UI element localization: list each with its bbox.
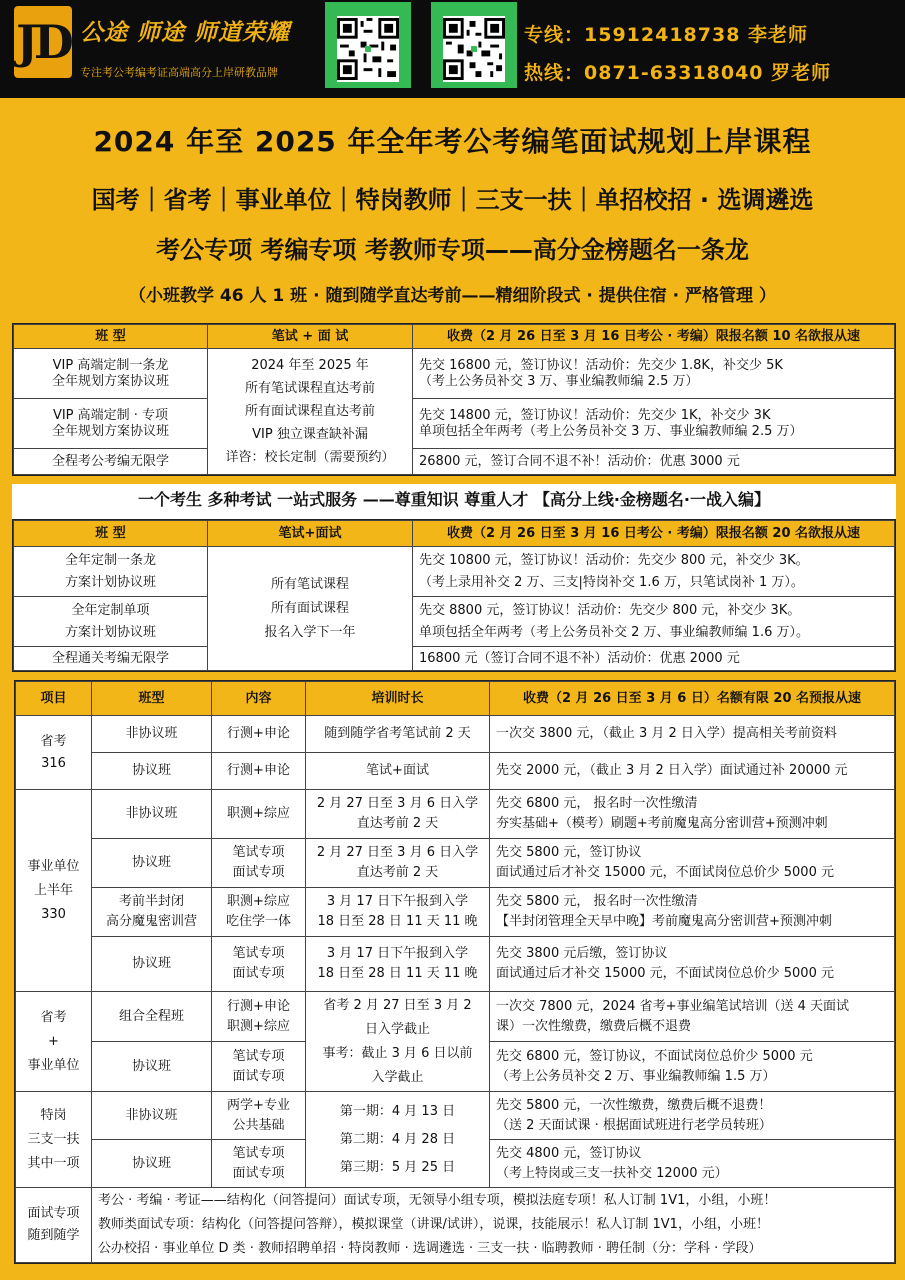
project-cell: 省考 + 事业单位 (16, 992, 92, 1092)
header-bar (0, 0, 905, 98)
fee-cell: 先交 3800 元后缴，签订协议 面试通过后才补交 15000 元，不面试岗位总价少 5000 元 (490, 937, 895, 992)
content-cell: 笔试专项 面试专项 (212, 937, 306, 992)
header-cell: 班 型 (14, 325, 208, 349)
duration-cell: 2 月 27 日至 3 月 6 日入学 直达考前 2 天 (306, 839, 490, 888)
class-note: （小班教学 46 人 1 班 · 随到随学直达考前——精细阶段式 · 提供住宿 · 严格管理 ） (129, 286, 776, 306)
class-type-cell: 协议班 (92, 937, 212, 992)
class-type-cell: 协议班 (92, 753, 212, 790)
table-header-row (14, 325, 895, 349)
class-type-cell: 全程通关考编无限学 (14, 647, 208, 671)
class-type-cell: 非协议班 (92, 716, 212, 753)
content-cell: 笔试专项 面试专项 (212, 1042, 306, 1092)
class-type-cell: 非协议班 (92, 790, 212, 839)
fee-cell: 先交 2000 元，（截止 3 月 2 日入学）面试通过补 20000 元 (490, 753, 895, 790)
fee-cell: 先交 16800 元，签订协议！活动价：先交少 1.8K，补交少 5K （考上公务员补交 3 万、事业编教师编 2.5 万） (413, 349, 895, 399)
table-row (16, 937, 895, 992)
brand-tagline: 专注考公考编考证高端高分上岸研教品牌 (80, 66, 278, 79)
content-cell: 职测+综应 (212, 790, 306, 839)
project-cell: 面试专项 随到随学 (16, 1188, 92, 1263)
qr-code-2[interactable] (431, 2, 517, 88)
table-row (14, 449, 895, 475)
class-type-cell: 非协议班 (92, 1092, 212, 1140)
table-row (16, 753, 895, 790)
tracks-line: 考公专项 考编专项 考教师专项——高分金榜题名一条龙 (156, 236, 749, 264)
table-row (16, 790, 895, 839)
content-cell: 行测+申论 (212, 716, 306, 753)
class-type-cell: 考前半封闭 高分魔鬼密训营 (92, 888, 212, 937)
header-cell: 内容 (212, 682, 306, 716)
header-cell: 笔试 + 面 试 (208, 325, 413, 349)
header-cell: 班 型 (14, 521, 208, 547)
table-row (14, 547, 895, 597)
hotline-primary: 专线：15912418738 李老师 (524, 24, 809, 46)
fee-cell: 先交 6800 元， 报名时一次性缴清 夯实基础+（模考）刷题+考前魔鬼高分密训营+预测冲刺 (490, 790, 895, 839)
class-type-cell: 全年定制单项 方案计划协议班 (14, 597, 208, 647)
fee-cell: 16800 元（签订合同不退不补）活动价：优惠 2000 元 (413, 647, 895, 671)
header-cell: 项目 (16, 682, 92, 716)
project-cell: 省考 316 (16, 716, 92, 790)
fee-cell: 先交 5800 元，签订协议 面试通过后才补交 15000 元，不面试岗位总价少 5000 元 (490, 839, 895, 888)
duration-cell: 随到随学省考笔试前 2 天 (306, 716, 490, 753)
header-cell: 班型 (92, 682, 212, 716)
header-cell: 笔试+面试 (208, 521, 413, 547)
table-header-row (16, 682, 895, 716)
table-header-row (14, 521, 895, 547)
fee-cell: 先交 8800 元，签订协议！活动价：先交少 800 元，补交少 3K。 单项包括全年两考（考上公务员补交 2 万、事业编教师编 1.6 万）。 (413, 597, 895, 647)
class-type-cell: VIP 高端定制 · 专项 全年规划方案协议班 (14, 399, 208, 449)
annual-pricing-table (12, 519, 896, 672)
fee-cell: 先交 4800 元，签订协议 （考上特岗或三支一扶补交 12000 元） (490, 1140, 895, 1188)
table-row (14, 647, 895, 671)
fee-cell: 26800 元，签订合同不退不补！活动价：优惠 3000 元 (413, 449, 895, 475)
content-cell: 笔试专项 面试专项 (212, 1140, 306, 1188)
project-cell: 事业单位 上半年 330 (16, 790, 92, 992)
class-type-cell: 协议班 (92, 839, 212, 888)
content-cell: 笔试专项 面试专项 (212, 839, 306, 888)
duration-cell: 笔试+面试 (306, 753, 490, 790)
fee-cell: 先交 5800 元，一次性缴费，缴费后概不退费！ （送 2 天面试课 · 根据面试班进行老学员转班） (490, 1092, 895, 1140)
exam-types-line: 国考｜省考｜事业单位｜特岗教师｜三支一扶｜单招校招 · 选调遴选 (91, 186, 814, 214)
header-cell: 收费（2 月 26 日至 3 月 16 日考公 · 考编）限报名额 10 名欲报从速 (413, 325, 895, 349)
header-cell: 收费（2 月 26 日至 3 月 6 日）名额有限 20 名预报从速 (490, 682, 895, 716)
content-cell: 行测+申论 职测+综应 (212, 992, 306, 1042)
table-row (16, 992, 895, 1042)
fee-cell: 一次交 7800 元，2024 省考+事业编笔试培训（送 4 天面试 课）一次性缴费，缴费后概不退费 (490, 992, 895, 1042)
fee-cell: 先交 14800 元，签订协议！活动价：先交少 1K，补交少 3K 单项包括全年两考（考上公务员补交 3 万、事业编教师编 2.5 万） (413, 399, 895, 449)
fee-cell: 先交 6800 元，签订协议，不面试岗位总价少 5000 元 （考上公务员补交 2 万、事业编教师编 1.5 万） (490, 1042, 895, 1092)
table-row (16, 1092, 895, 1140)
duration-cell: 第一期：4 月 13 日 第二期：4 月 28 日 第三期：5 月 25 日 (306, 1092, 490, 1188)
class-type-cell: 协议班 (92, 1140, 212, 1188)
qr-code-icon (443, 16, 505, 82)
class-type-cell: 全年定制一条龙 方案计划协议班 (14, 547, 208, 597)
table-row (16, 888, 895, 937)
brand-logo: JD (14, 6, 72, 78)
slogan-banner: 一个考生 多种考试 一站式服务 ——尊重知识 尊重人才 【高分上线·金榜题名·一战入编】 (12, 484, 896, 520)
table-row (14, 399, 895, 449)
exam-course-table (14, 680, 896, 1264)
vip-pricing-table (12, 323, 896, 476)
class-type-cell: 全程考公考编无限学 (14, 449, 208, 475)
qr-code-1[interactable] (325, 2, 411, 88)
fee-cell: 先交 5800 元， 报名时一次性缴清 【半封闭管理全天早中晚】考前魔鬼高分密训营+预测冲刺 (490, 888, 895, 937)
content-cell: 两学+专业 公共基础 (212, 1092, 306, 1140)
duration-cell: 3 月 17 日下午报到入学 18 日至 28 日 11 天 11 晚 (306, 937, 490, 992)
fee-cell: 先交 10800 元，签订协议！活动价：先交少 800 元，补交少 3K。 （考上录用补交 2 万、三支|特岗补交 1.6 万，只笔试岗补 1 万）。 (413, 547, 895, 597)
duration-cell: 3 月 17 日下午报到入学 18 日至 28 日 11 天 11 晚 (306, 888, 490, 937)
page-title: 2024 年至 2025 年全年考公考编笔面试规划上岸课程 (93, 125, 812, 158)
table-row (16, 839, 895, 888)
interview-notes-cell: 考公 · 考编 · 考证——结构化（问答提问）面试专项，无领导小组专项，模拟法庭专项！私人订制 1V1，小组，小班！ 教师类面试专项：结构化（问答提问答辩），模拟课堂（讲课/试讲），说课，技能展示！私人订制 1V1，小组，小班！ 公办校招 · 事业单位 D 类 · 教师招聘单招 · 特岗教师 · 选调遴选 · 三支一扶 · 临聘教师 · 聘任制（分：学科 · 学段） (92, 1188, 895, 1263)
duration-cell: 省考 2 月 27 日至 3 月 2 日入学截止 事考：截止 3 月 6 日以前 入学截止 (306, 992, 490, 1092)
fee-cell: 一次交 3800 元，（截止 3 月 2 日入学）提高相关考前资料 (490, 716, 895, 753)
project-cell: 特岗 三支一扶 其中一项 (16, 1092, 92, 1188)
table-row (14, 597, 895, 647)
class-type-cell: 协议班 (92, 1042, 212, 1092)
table-row (16, 1188, 895, 1263)
content-cell: 职测+综应 吃住学一体 (212, 888, 306, 937)
course-content-cell: 2024 年至 2025 年 所有笔试课程直达考前 所有面试课程直达考前 VIP 独立课查缺补漏 详咨：校长定制（需要预约） (208, 349, 413, 475)
table-row (16, 716, 895, 753)
header-cell: 收费（2 月 26 日至 3 月 16 日考公 · 考编）限报名额 20 名欲报从速 (413, 521, 895, 547)
duration-cell: 2 月 27 日至 3 月 6 日入学 直达考前 2 天 (306, 790, 490, 839)
class-type-cell: 组合全程班 (92, 992, 212, 1042)
qr-code-icon (337, 16, 399, 82)
brand-slogan: 公途 师途 师道荣耀 (80, 20, 291, 46)
table-row (14, 349, 895, 399)
class-type-cell: VIP 高端定制一条龙 全年规划方案协议班 (14, 349, 208, 399)
content-cell: 行测+申论 (212, 753, 306, 790)
course-content-cell: 所有笔试课程 所有面试课程 报名入学下一年 (208, 547, 413, 671)
hotline-secondary: 热线：0871-63318040 罗老师 (524, 62, 832, 84)
header-cell: 培训时长 (306, 682, 490, 716)
